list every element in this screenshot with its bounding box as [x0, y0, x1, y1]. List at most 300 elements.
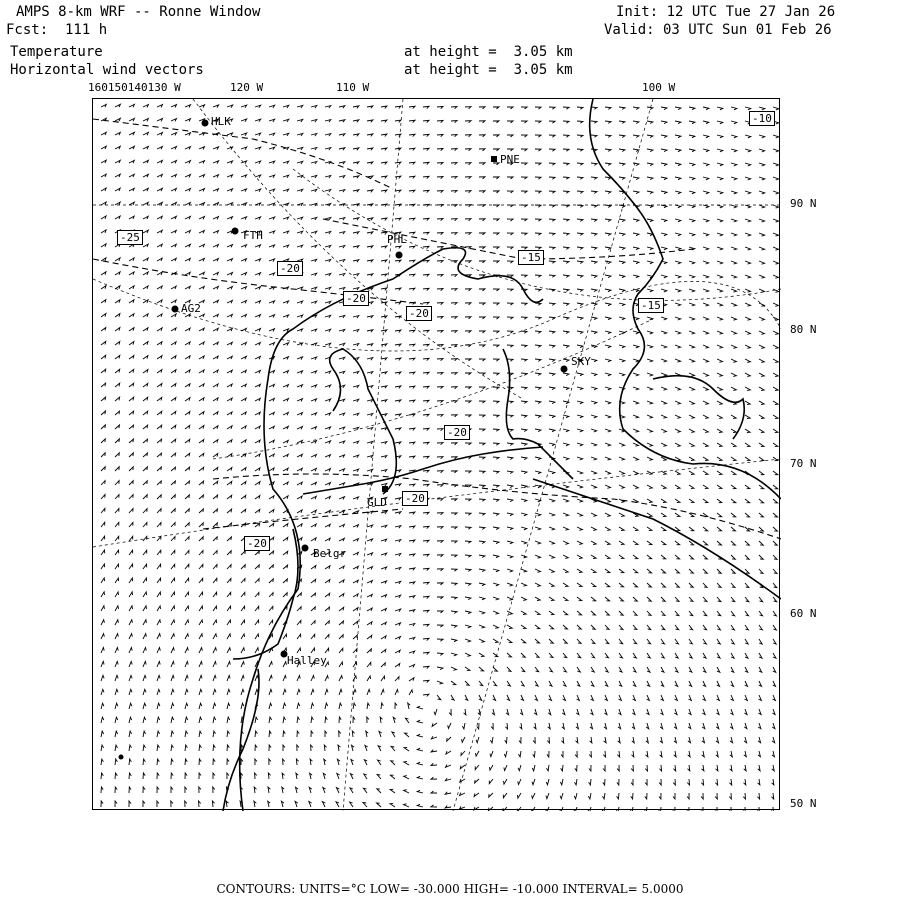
wind-vector: [409, 596, 415, 599]
wind-vector: [353, 176, 359, 178]
wind-vector: [311, 703, 314, 709]
wind-vector: [507, 569, 513, 572]
wind-vector: [507, 121, 513, 123]
wind-vector: [689, 667, 692, 672]
wind-vector: [283, 454, 288, 457]
wind-vector: [227, 620, 231, 625]
wind-vector: [577, 569, 582, 573]
wind-vector: [129, 160, 134, 163]
wind-vector: [227, 440, 232, 443]
wind-vector: [773, 191, 779, 194]
wind-vector: [633, 695, 636, 701]
wind-vector: [381, 134, 387, 136]
wind-vector: [101, 300, 106, 303]
wind-vector: [129, 509, 133, 514]
wind-vector: [129, 342, 134, 346]
wind-vector: [213, 648, 216, 653]
wind-vector: [659, 779, 661, 785]
wind-vector: [129, 634, 132, 639]
wind-vector: [143, 759, 145, 765]
wind-vector: [759, 289, 765, 292]
wind-vector: [381, 316, 387, 318]
wind-vector: [213, 592, 217, 597]
wind-vector: [353, 413, 359, 416]
wind-vector: [661, 275, 667, 278]
wind-vector: [283, 717, 286, 723]
wind-vector: [647, 625, 651, 630]
wind-vector: [731, 471, 736, 475]
wind-vector: [115, 188, 120, 191]
wind-vector: [745, 233, 751, 236]
wind-vector: [673, 807, 675, 811]
wind-vector: [479, 219, 485, 221]
wind-vector: [241, 370, 246, 373]
wind-vector: [269, 384, 274, 387]
wind-vector: [689, 191, 695, 194]
wind-vector: [731, 583, 735, 588]
station-label-halley: Halley: [287, 654, 327, 667]
wind-vector: [479, 485, 485, 487]
wind-vector: [717, 345, 723, 348]
wind-vector: [437, 134, 443, 136]
wind-vector: [474, 793, 479, 797]
wind-vector: [633, 345, 639, 348]
wind-vector: [745, 219, 751, 222]
wind-vector: [269, 662, 272, 667]
wind-vector: [367, 608, 372, 611]
wind-vector: [605, 527, 610, 530]
wind-vector: [241, 509, 246, 513]
wind-vector: [521, 191, 527, 193]
wind-vector: [409, 274, 415, 276]
wind-vector: [717, 667, 720, 672]
wind-vector: [647, 149, 653, 152]
wind-vector: [311, 162, 317, 165]
wind-vector: [730, 723, 733, 729]
wind-vector: [199, 648, 202, 653]
wind-vector: [549, 611, 554, 615]
wind-vector: [605, 457, 611, 460]
wind-vector: [563, 541, 568, 544]
wind-vector: [590, 723, 593, 729]
wind-vector: [717, 233, 723, 236]
wind-vector: [171, 634, 174, 639]
wind-vector: [423, 358, 429, 360]
wind-vector: [465, 289, 471, 291]
wind-vector: [143, 467, 147, 471]
wind-vector: [227, 509, 232, 513]
wind-vector: [549, 247, 555, 249]
wind-vector: [185, 773, 187, 779]
wind-vector: [129, 564, 133, 569]
wind-vector: [199, 787, 201, 793]
wind-vector: [465, 135, 471, 137]
wind-vector: [395, 484, 401, 486]
wind-vector: [283, 399, 289, 402]
wind-vector: [549, 135, 555, 137]
wind-vector: [674, 751, 676, 757]
wind-vector: [353, 371, 359, 374]
wind-vector: [451, 499, 457, 501]
wind-vector: [759, 261, 765, 264]
wind-vector: [549, 653, 553, 658]
wind-vector: [605, 107, 611, 109]
wind-vector: [773, 653, 776, 658]
wind-vector: [185, 481, 190, 485]
wind-vector: [731, 135, 737, 138]
wind-vector: [689, 275, 695, 278]
wind-vector: [535, 149, 541, 151]
wind-vector: [717, 541, 722, 545]
wind-vector: [423, 694, 429, 696]
wind-vector: [507, 177, 513, 179]
wind-vector: [241, 147, 247, 150]
wind-vector: [213, 606, 217, 611]
wind-vector: [689, 373, 695, 376]
wind-vector: [339, 413, 345, 416]
wind-vector: [591, 611, 596, 615]
wind-vector: [745, 135, 751, 138]
wind-vector: [633, 331, 639, 334]
wind-vector: [479, 527, 485, 529]
wind-vector: [409, 554, 415, 556]
wind-vector: [479, 415, 485, 417]
wind-vector: [521, 583, 527, 586]
wind-vector: [283, 551, 288, 555]
wind-vector: [311, 482, 316, 485]
wind-vector: [759, 275, 765, 278]
wind-vector: [283, 731, 285, 737]
wind-vector: [674, 723, 677, 729]
station-markers: [119, 120, 568, 760]
wind-vector: [660, 737, 663, 743]
wind-vector: [717, 107, 723, 110]
wind-vector: [171, 453, 176, 457]
wind-vector: [241, 119, 247, 122]
wind-vector: [731, 597, 735, 602]
wind-vector: [269, 620, 273, 625]
wind-vector: [646, 723, 649, 729]
wind-vector: [157, 105, 163, 108]
wind-vector: [731, 163, 737, 166]
wind-vector: [479, 667, 484, 671]
wind-vector: [366, 731, 368, 737]
wind-vector: [549, 443, 555, 446]
wind-vector: [619, 471, 625, 474]
wind-vector: [255, 356, 260, 359]
wind-vector: [633, 541, 638, 545]
wind-vector: [101, 620, 104, 625]
wind-vector: [171, 314, 176, 317]
wind-vector: [185, 133, 191, 136]
wind-vector: [129, 787, 131, 793]
wind-vector: [547, 737, 549, 743]
wind-vector: [423, 162, 429, 164]
wind-vector: [213, 467, 218, 471]
wind-vector: [451, 569, 457, 571]
wind-vector: [417, 720, 423, 723]
wind-vector: [661, 359, 667, 362]
wind-vector: [772, 779, 774, 785]
wind-vector: [325, 343, 331, 346]
wind-vector: [633, 485, 638, 488]
wind-vector: [731, 233, 737, 236]
wind-vector: [465, 653, 470, 656]
wind-vector: [129, 188, 134, 191]
wind-vector: [507, 303, 513, 305]
wind-vector: [311, 510, 316, 513]
wind-vector: [451, 121, 457, 123]
wind-vector: [451, 177, 457, 179]
wind-vector: [157, 675, 160, 681]
wind-vector: [297, 607, 301, 611]
wind-vector: [549, 107, 555, 109]
wind-vector: [157, 174, 162, 177]
wind-vector: [199, 564, 203, 569]
station-label-phl: PHL: [387, 233, 407, 246]
wind-vector: [605, 219, 611, 222]
wind-vector: [367, 539, 373, 542]
wind-vector: [758, 765, 760, 771]
wind-vector: [661, 429, 666, 432]
wind-vector: [213, 426, 218, 429]
wind-vector: [744, 709, 747, 715]
wind-vector: [115, 174, 120, 177]
wind-vector: [533, 751, 535, 757]
wind-vector: [171, 606, 175, 611]
wind-vector: [115, 578, 119, 583]
wind-vector: [661, 107, 667, 110]
wind-vector: [157, 662, 160, 668]
wind-vector: [605, 149, 611, 151]
wind-vector: [227, 398, 232, 401]
wind-vector: [703, 569, 707, 573]
wind-vector: [619, 163, 625, 166]
wind-vector: [689, 569, 693, 573]
wind-vector: [605, 205, 611, 208]
wind-vector: [493, 401, 499, 403]
wind-vector: [521, 121, 527, 123]
wind-vector: [675, 681, 678, 686]
wind-vector: [661, 233, 667, 236]
wind-vector: [661, 625, 665, 630]
wind-vector: [171, 175, 176, 178]
wind-vector: [563, 597, 568, 601]
wind-vector: [479, 429, 485, 431]
wind-vector: [507, 681, 510, 686]
wind-vector: [395, 677, 399, 681]
wind-vector: [129, 801, 131, 807]
wind-vector: [269, 343, 275, 346]
wind-vector: [465, 415, 471, 417]
wind-vector: [255, 133, 261, 136]
wind-vector: [227, 342, 232, 345]
wind-vector: [773, 149, 779, 152]
wind-vector: [465, 331, 471, 333]
wind-vector: [339, 288, 345, 291]
wind-vector: [647, 205, 653, 208]
wind-vector: [745, 625, 748, 630]
wind-vector: [129, 411, 134, 415]
wind-vector: [577, 163, 583, 165]
wind-vector: [687, 793, 689, 799]
wind-vector: [703, 625, 707, 630]
wind-vector: [521, 499, 527, 502]
wind-vector: [731, 415, 736, 419]
wind-vector: [227, 105, 233, 108]
wind-vector: [143, 634, 146, 639]
wind-vector: [675, 177, 681, 180]
wind-vector: [227, 273, 233, 276]
wind-vector: [171, 564, 175, 569]
station-label-gld: GLD: [367, 496, 387, 509]
wind-vector: [325, 176, 331, 179]
wind-vector: [395, 595, 401, 598]
wind-vector: [311, 745, 313, 751]
wind-vector: [535, 583, 540, 586]
wind-vector: [185, 662, 188, 668]
wind-vector: [703, 541, 708, 545]
wind-vector: [227, 592, 231, 597]
wind-vector: [185, 523, 189, 527]
wind-vector: [535, 331, 541, 333]
wind-vector: [157, 300, 162, 303]
wind-vector: [143, 717, 146, 723]
wind-vector: [479, 289, 485, 291]
wind-vector: [381, 649, 386, 653]
wind-vector: [687, 779, 689, 785]
wind-vector: [437, 583, 443, 585]
wind-vector: [563, 513, 569, 516]
wind-vector: [283, 371, 289, 374]
wind-vector: [703, 387, 708, 390]
wind-vector: [591, 359, 597, 362]
wind-vector: [689, 485, 694, 489]
wind-vector: [339, 176, 345, 179]
wind-vector: [647, 583, 651, 587]
wind-vector: [255, 634, 259, 639]
wind-vector: [757, 807, 759, 811]
wind-vector: [759, 401, 764, 405]
wind-vector: [549, 583, 554, 587]
contour-label-minus-20-f: -20: [244, 536, 270, 551]
wind-vector: [507, 625, 512, 629]
wind-vector: [213, 717, 216, 723]
wind-vector: [549, 401, 555, 404]
wind-vector: [560, 793, 563, 799]
wind-vector: [661, 387, 667, 390]
wind-vector: [115, 564, 119, 569]
wind-vector: [227, 565, 231, 569]
wind-vector: [171, 328, 176, 331]
wind-vector: [717, 331, 723, 334]
wind-vector: [619, 569, 624, 573]
wind-vector: [591, 583, 596, 587]
wind-vector: [297, 315, 303, 318]
wind-vector: [255, 287, 261, 290]
graticule-arc-2: [213, 319, 653, 459]
wind-vector: [689, 611, 693, 616]
wind-vector: [241, 468, 246, 471]
wind-vector: [661, 611, 665, 616]
wind-vector: [507, 107, 513, 109]
wind-vector: [171, 188, 176, 191]
wind-vector: [353, 274, 359, 277]
wind-vector: [675, 513, 680, 517]
wind-vector: [171, 745, 173, 751]
wind-vector: [479, 149, 485, 151]
wind-vector: [101, 787, 103, 793]
wind-vector: [367, 676, 371, 681]
wind-vector: [241, 328, 246, 331]
wind-vector: [493, 471, 499, 473]
wind-vector: [479, 653, 484, 657]
wind-vector: [101, 104, 106, 107]
wind-vector: [353, 635, 357, 639]
wind-vector: [395, 218, 401, 220]
wind-vector: [577, 331, 583, 334]
wind-vector: [647, 611, 651, 615]
wind-vector: [451, 513, 457, 515]
wind-vector: [451, 415, 457, 417]
wind-vector: [549, 429, 555, 432]
wind-vector: [339, 455, 345, 458]
wind-vector: [588, 807, 591, 811]
wind-vector: [297, 231, 303, 234]
wind-vector: [437, 106, 443, 108]
wind-vector: [297, 161, 303, 164]
wind-vector: [661, 289, 667, 292]
wind-vector: [576, 737, 578, 743]
station-label-fth: FTH: [243, 229, 263, 242]
wind-vector: [423, 610, 429, 612]
wind-vector: [339, 357, 345, 360]
wind-vector: [493, 331, 499, 333]
wind-vector: [199, 258, 204, 261]
wind-vector: [283, 565, 288, 569]
wind-vector: [563, 247, 569, 249]
wind-vector: [661, 177, 667, 180]
wind-vector: [143, 216, 148, 219]
wind-vector: [339, 246, 345, 249]
wind-vector: [617, 779, 619, 785]
wind-vector: [395, 512, 401, 515]
wind-vector: [446, 751, 451, 754]
wind-vector: [381, 400, 387, 403]
wind-vector: [227, 606, 231, 611]
wind-vector: [227, 287, 232, 290]
wind-vector: [339, 148, 345, 151]
wind-vector: [773, 177, 779, 180]
wind-vector: [157, 703, 160, 709]
wind-vector: [619, 681, 622, 686]
wind-vector: [395, 148, 401, 150]
wind-vector: [493, 667, 497, 671]
wind-vector: [633, 597, 637, 601]
wind-vector: [437, 387, 443, 389]
wind-vector: [325, 524, 330, 527]
wind-vector: [115, 453, 119, 457]
wind-vector: [129, 328, 134, 331]
wind-vector: [199, 189, 205, 192]
wind-vector: [745, 555, 749, 559]
wind-vector: [129, 495, 133, 499]
wind-vector: [227, 689, 230, 695]
wind-vector: [171, 230, 176, 233]
wind-vector: [493, 499, 499, 502]
wind-vector: [297, 703, 300, 709]
wind-vector: [423, 120, 429, 122]
